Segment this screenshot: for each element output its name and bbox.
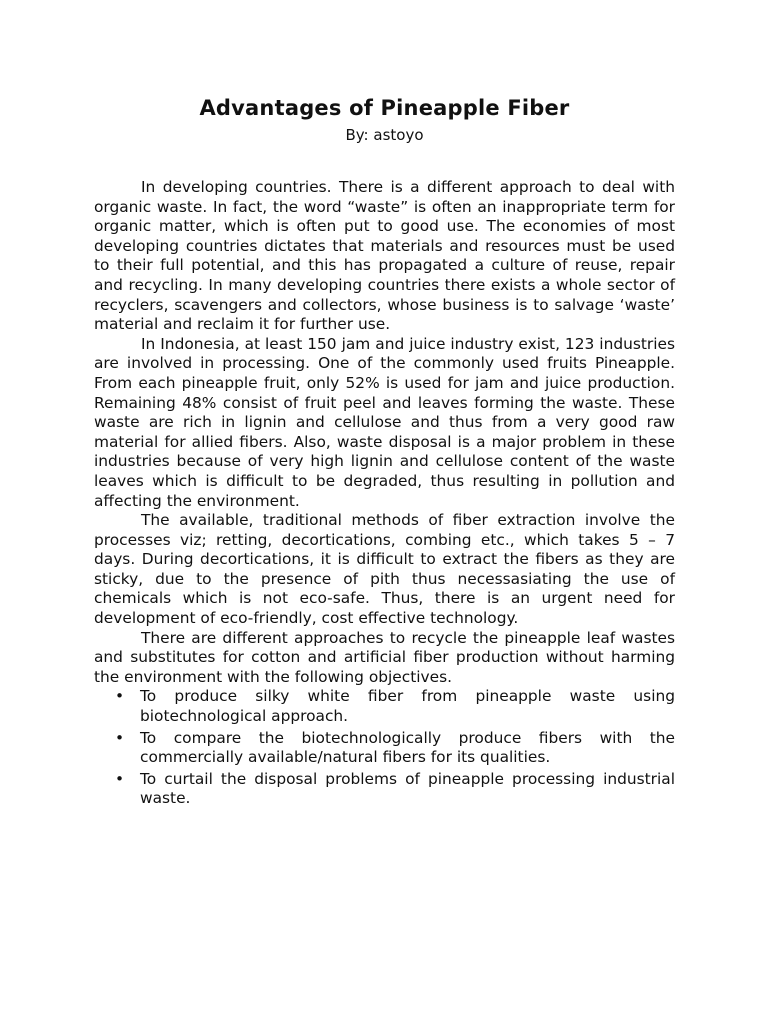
paragraph-organic-waste: In developing countries. There is a different approach to deal with organic waste. In fact, the word “waste” is often an inappropriate term for organic matter, which is often put to good use. The economies of most developing countries dictates that materials and resources must be used to their full potential, and this has propagated a culture of reuse, repair and recycling. In many developing countries there exists a whole sector of recyclers, scavengers and collectors, whose business is to salvage ‘waste’ material and reclaim it for further use.: [94, 178, 675, 334]
objective-text: To produce silky white fiber from pineapple waste using biotechnological approach.: [140, 687, 675, 726]
document-title: Advantages of Pineapple Fiber: [199, 96, 570, 120]
list-item: [94, 687, 675, 726]
objectives-list: [94, 687, 675, 809]
list-item: [94, 729, 675, 768]
author-byline: By: astoyo: [345, 126, 424, 144]
paragraph-indonesia-industry: In Indonesia, at least 150 jam and juice industry exist, 123 industries are involved in processing. One of the commonly used fruits Pineapple. From each pineapple fruit, only 52% is used for jam and juice production. Remaining 48% consist of fruit peel and leaves forming the waste. These waste are rich in lignin and cellulose and thus from a very good raw material for allied fibers. Also, waste disposal is a major problem in these industries because of very high lignin and cellulose content of the waste leaves which is difficult to be degraded, thus resulting in pollution and affecting the environment.: [94, 334, 675, 510]
document-body: [94, 178, 675, 809]
document-page: [94, 95, 675, 811]
objective-text: To curtail the disposal problems of pineapple processing industrial waste.: [140, 769, 675, 808]
list-item: [94, 770, 675, 809]
bullet-icon: •: [115, 728, 125, 747]
objective-text: To compare the biotechnologically produce fibers with the commercially available/natural fibers for its qualities.: [140, 728, 675, 767]
paragraph-extraction-methods: The available, traditional methods of fiber extraction involve the processes viz; retting, decortications, combing etc., which takes 5 – 7 days. During decortications, it is difficult to extract the fibers as they are sticky, due to the presence of pith thus necessasiating the use of chemicals which is not eco-safe. Thus, there is an urgent need for development of eco-friendly, cost effective technology.: [94, 511, 675, 628]
paragraph-recycle-approaches: There are different approaches to recycle the pineapple leaf wastes and substitutes for cotton and artificial fiber production without harming the environment with the following objectives.: [94, 628, 675, 686]
bullet-icon: •: [115, 687, 125, 706]
bullet-icon: •: [115, 769, 125, 788]
